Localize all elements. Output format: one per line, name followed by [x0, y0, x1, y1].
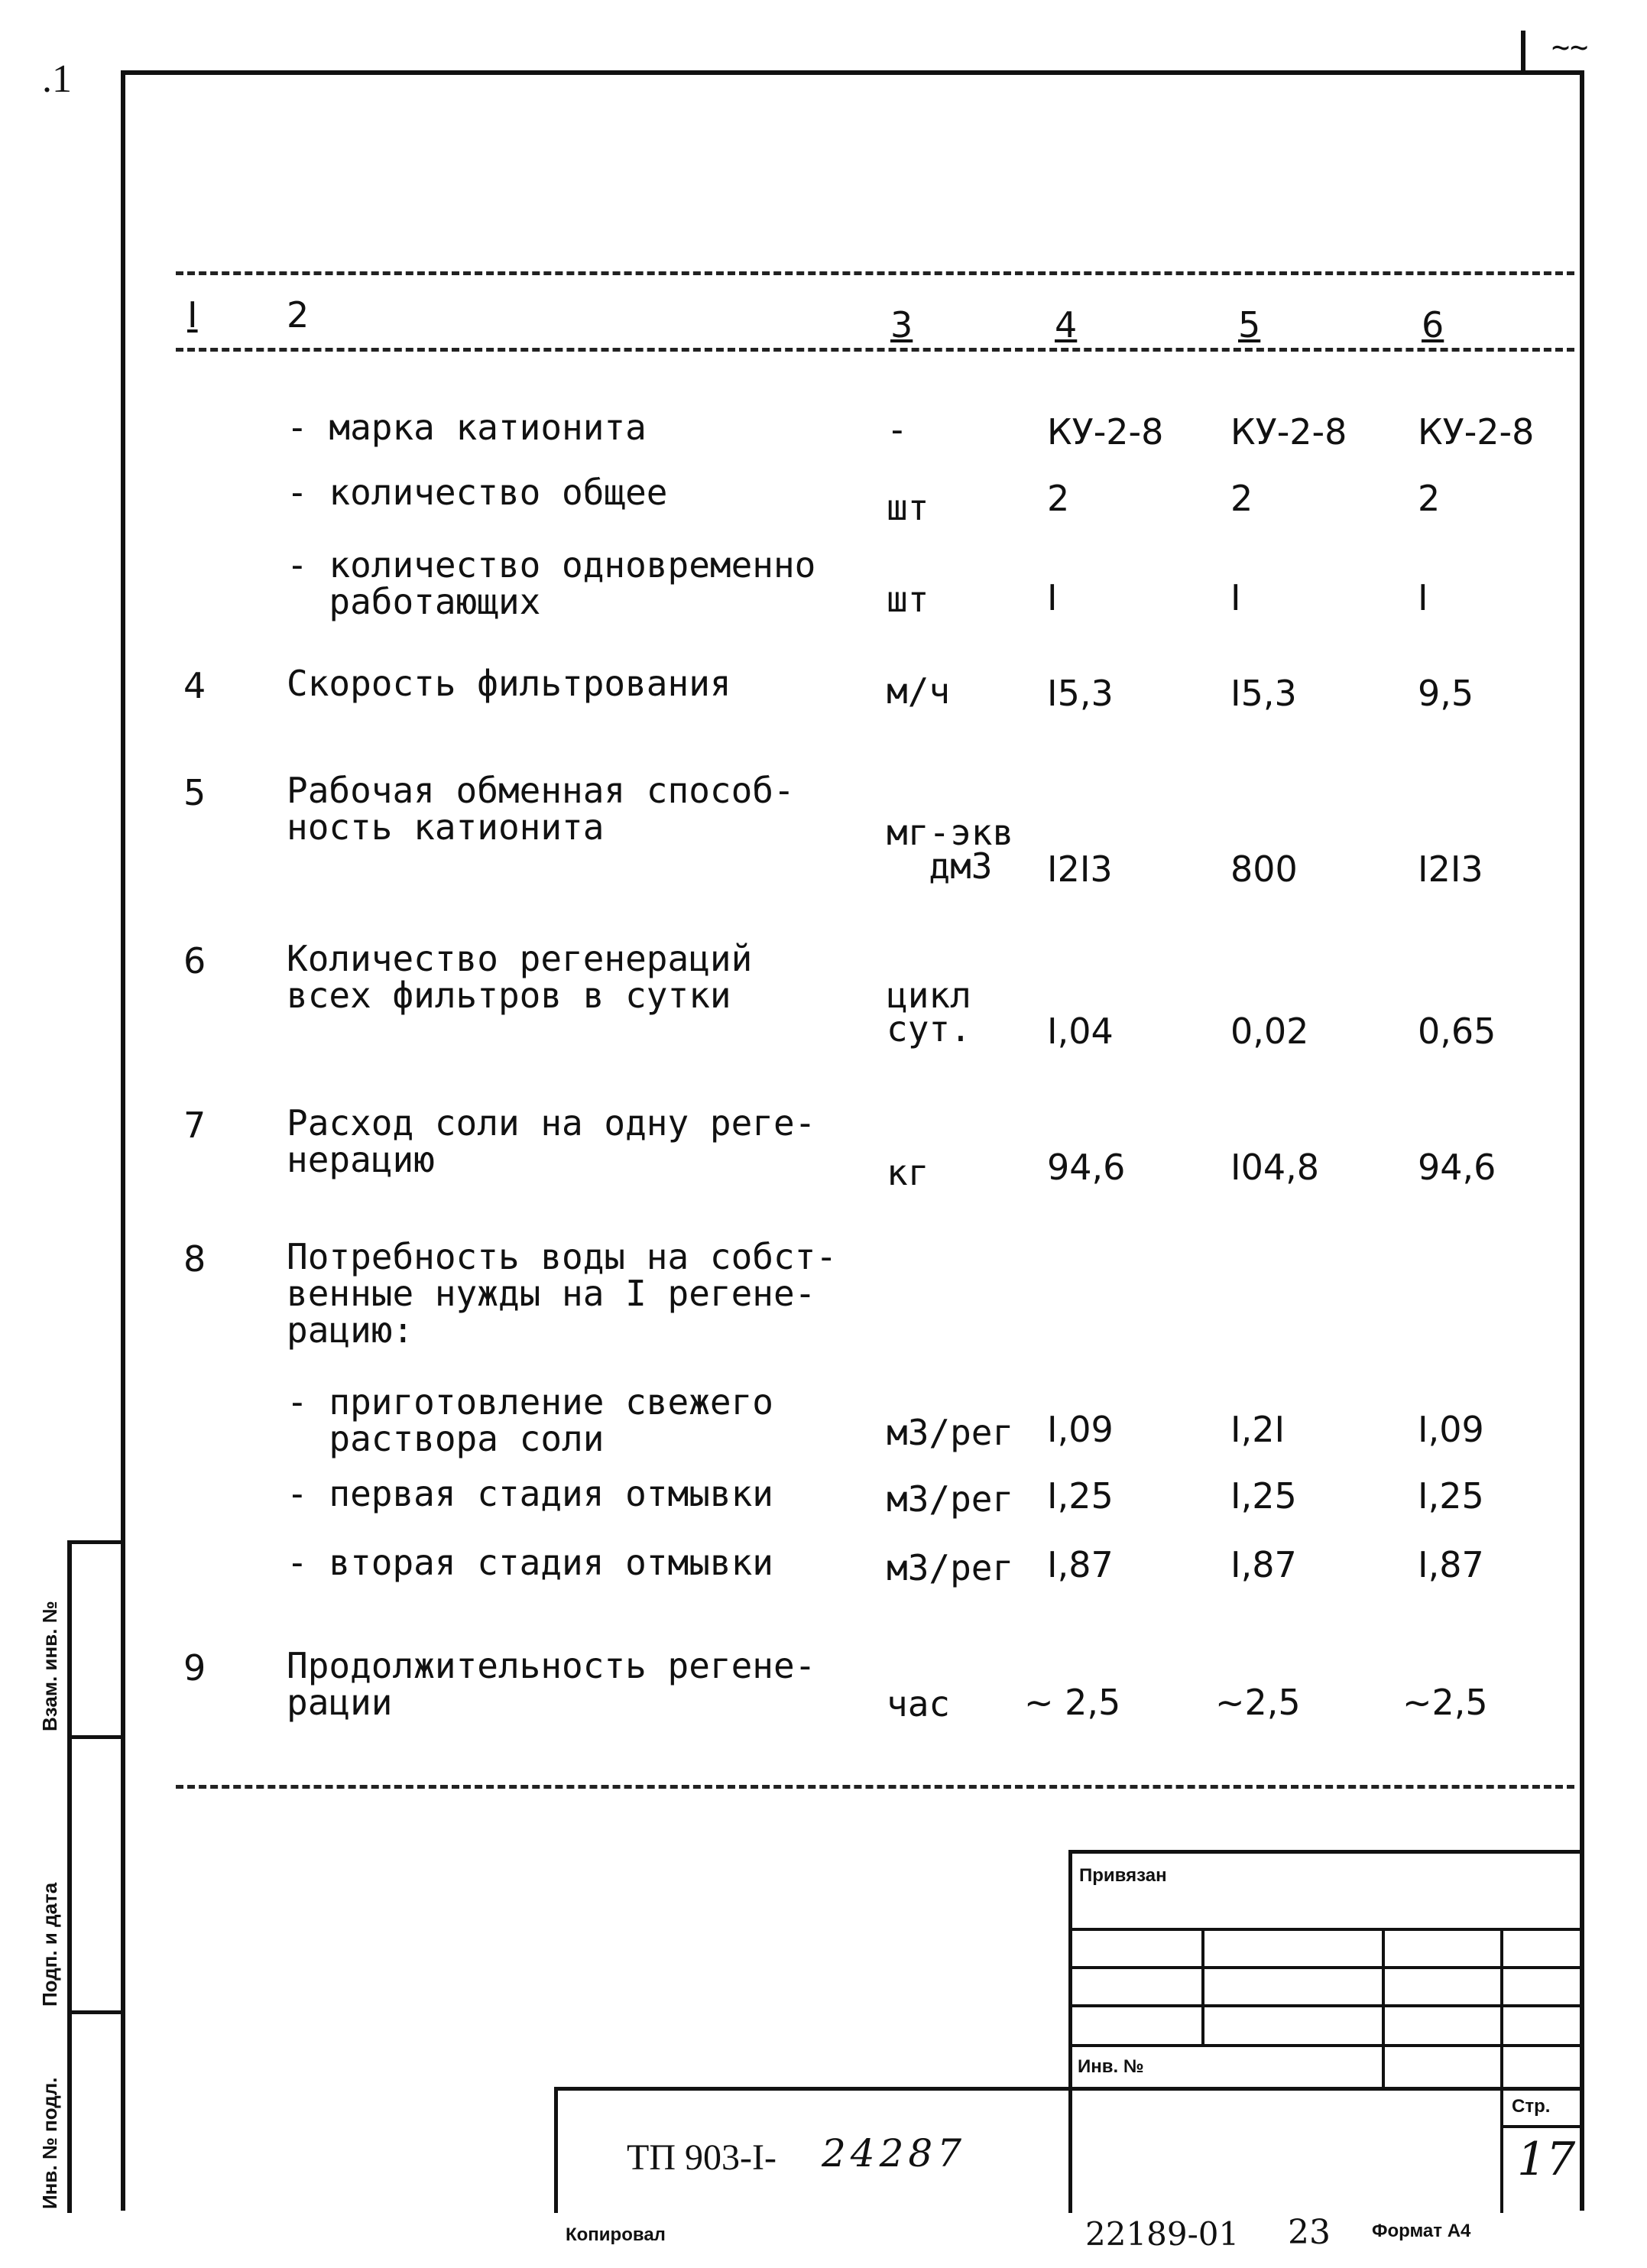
row-value-4: I,87 — [1047, 1544, 1114, 1585]
side-label-vzam: Взам. инв. № — [38, 1601, 61, 1731]
corner-mark: .1 — [42, 57, 72, 101]
row-description-line: Продолжительность регене- — [287, 1645, 816, 1686]
side-label-podp: Подп. и дата — [38, 1882, 61, 2007]
kopiroval-label: Копировал — [566, 2224, 666, 2245]
row-description-line: Потребность воды на собст- — [287, 1236, 838, 1277]
row-unit: м3/рег — [887, 1478, 1014, 1520]
row-unit: шт — [887, 579, 929, 620]
row-value-6: 2 — [1418, 478, 1441, 519]
row-value-4: 94,6 — [1047, 1147, 1126, 1188]
row-value-6: 94,6 — [1418, 1147, 1496, 1188]
side-stamp-border — [67, 1540, 72, 2213]
row-description-line: - марка катионита — [287, 407, 647, 448]
row-unit: м/ч — [887, 670, 951, 712]
archive-number: 22189-01 — [1085, 2215, 1240, 2253]
row-description-line: работающих — [287, 581, 541, 622]
stamp-row-1 — [1068, 1928, 1581, 1931]
row-value-4: I,04 — [1047, 1011, 1114, 1052]
col-header-6: 6 — [1422, 304, 1444, 346]
row-description-line: Расход соли на одну реге- — [287, 1102, 816, 1144]
row-description-line: - вторая стадия отмывки — [287, 1542, 773, 1583]
stamp-col-2 — [1382, 1928, 1385, 2088]
row-value-4: ~ 2,5 — [1024, 1682, 1121, 1723]
row-value-6: I,25 — [1418, 1475, 1484, 1517]
row-description-line: Количество регенераций — [287, 938, 753, 979]
row-description-line: рации — [287, 1682, 393, 1723]
row-value-4: 2 — [1047, 478, 1070, 519]
row-value-4: I,09 — [1047, 1409, 1114, 1450]
page-label: Стр. — [1512, 2096, 1551, 2117]
row-unit: - — [887, 409, 908, 450]
row-value-6: I,87 — [1418, 1544, 1484, 1585]
row-description-line: Скорость фильтрования — [287, 663, 731, 704]
side-stamp-rule-1 — [67, 1540, 125, 1544]
row-value-6: 0,65 — [1418, 1011, 1496, 1052]
privyazan-label: Привязан — [1079, 1865, 1167, 1886]
stamp-col-1 — [1201, 1928, 1204, 2046]
row-value-5: 800 — [1230, 848, 1298, 890]
row-value-5: ~2,5 — [1215, 1682, 1301, 1723]
stamp-row-3 — [1068, 2004, 1581, 2007]
row-value-6: ~2,5 — [1402, 1682, 1488, 1723]
row-value-6: КУ-2-8 — [1418, 411, 1535, 453]
side-stamp-rule-3 — [67, 2010, 125, 2014]
table-bottom-dash — [176, 1785, 1574, 1789]
row-description-line: ность катионита — [287, 806, 605, 848]
row-description-line: - количество общее — [287, 472, 668, 513]
row-description-line: нерацию — [287, 1139, 435, 1180]
row-description-line: - количество одновременно — [287, 544, 816, 586]
header-bottom-dash — [176, 348, 1574, 352]
row-description-line: - приготовление свежего — [287, 1381, 773, 1423]
row-unit: м3/рег — [887, 1547, 1014, 1588]
row-unit: сут. — [887, 1008, 971, 1050]
page-number: 17 — [1517, 2133, 1576, 2186]
row-value-5: 0,02 — [1230, 1011, 1309, 1052]
header-top-dash — [176, 271, 1574, 275]
row-unit: час — [887, 1683, 951, 1725]
side-label-inv-podl: Инв. № подл. — [38, 2077, 61, 2209]
col-header-4: 4 — [1055, 304, 1078, 346]
row-value-6: I,09 — [1418, 1409, 1484, 1450]
row-number: 9 — [183, 1647, 206, 1689]
row-value-6: 9,5 — [1418, 673, 1474, 714]
row-description-line: рацию: — [287, 1309, 414, 1351]
sheet-number: 23 — [1288, 2213, 1331, 2252]
row-number: 8 — [183, 1238, 206, 1280]
page-label-rule — [1500, 2125, 1581, 2128]
row-value-5: I5,3 — [1230, 673, 1297, 714]
row-value-5: I,2I — [1230, 1409, 1286, 1450]
row-value-5: 2 — [1230, 478, 1253, 519]
inv-no-label: Инв. № — [1078, 2056, 1144, 2077]
row-value-5: I,25 — [1230, 1475, 1297, 1517]
stamp-row-4 — [1068, 2044, 1581, 2047]
row-value-4: КУ-2-8 — [1047, 411, 1164, 453]
row-value-5: I — [1230, 577, 1241, 618]
stamp-row-2 — [1068, 1966, 1581, 1969]
row-value-6: I — [1418, 577, 1428, 618]
row-number: 6 — [183, 940, 206, 982]
top-tick — [1521, 31, 1525, 73]
row-value-6: I2I3 — [1418, 848, 1483, 890]
row-value-4: I — [1047, 577, 1058, 618]
row-value-4: I,25 — [1047, 1475, 1114, 1517]
doc-code-printed: ТП 903-I- — [627, 2137, 776, 2178]
row-number: 4 — [183, 665, 206, 706]
row-unit: шт — [887, 487, 929, 528]
format-label: Формат А4 — [1372, 2221, 1471, 2241]
col-header-3: 3 — [890, 304, 913, 346]
row-number: 5 — [183, 772, 206, 813]
row-unit: м3/рег — [887, 1412, 1014, 1453]
row-description-line: всех фильтров в сутки — [287, 975, 731, 1016]
row-value-4: I2I3 — [1047, 848, 1113, 890]
row-description-line: Рабочая обменная способ- — [287, 770, 795, 811]
col-header-5: 5 — [1238, 304, 1261, 346]
row-value-5: I,87 — [1230, 1544, 1297, 1585]
row-description-line: венные нужды на I регене- — [287, 1273, 816, 1314]
side-stamp-rule-2 — [67, 1735, 125, 1739]
row-unit: кг — [887, 1152, 929, 1193]
row-description-line: раствора соли — [287, 1418, 605, 1459]
row-unit: дм3 — [887, 845, 993, 887]
doc-code-handwritten: 24287 — [822, 2131, 967, 2176]
row-value-5: I04,8 — [1230, 1147, 1319, 1188]
row-unit: цикл — [887, 975, 971, 1016]
row-value-4: I5,3 — [1047, 673, 1114, 714]
row-unit: мг-экв — [887, 812, 1014, 853]
row-value-5: КУ-2-8 — [1230, 411, 1347, 453]
col-header-2: 2 — [287, 294, 310, 336]
row-number: 7 — [183, 1105, 206, 1146]
col-header-1: I — [187, 294, 198, 336]
row-description-line: - первая стадия отмывки — [287, 1473, 773, 1514]
top-right-mark: ~~ — [1551, 30, 1589, 65]
